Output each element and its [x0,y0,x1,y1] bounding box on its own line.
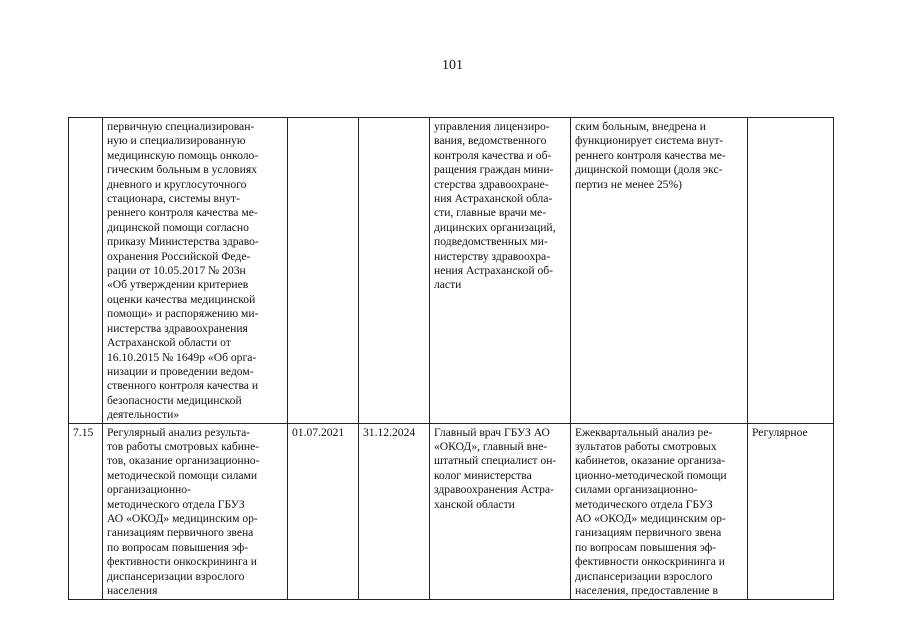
table-row [69,423,834,599]
cell-end-date [359,118,430,424]
cell-responsible: управления лицензиро- вания, ведомственного контроля качества и об- ращения граждан мини- стерства здравоохране- ния Астраханской обла- сти, главные врачи ме- дицинских организаций, подведомственных ми- нистерству здравоохра- нения Астраханской об- ласти [430,118,571,424]
table-row [69,118,834,424]
cell-end-date: 31.12.2024 [359,423,430,599]
cell-frequency: Регулярное [748,423,834,599]
cell-description: первичную специализирован- ную и специализированную медицинскую помощь онколо- гическим больным в условиях дневного и круглосуточного стационара, системы внут- реннего контроля качества ме- дицинской помощи согласно приказу Министерства здраво- охранения Российской Феде- рации от 10.05.2017 № 203н «Об утверждении критериев оценки качества медицинской помощи» и распоряжению ми- нистерства здравоохранения Астраханской области от 16.10.2015 № 1649р «Об орга- низации и проведении ведом- ственного контроля качества и безопасности медицинской деятельности» [103,118,288,424]
page-number: 101 [442,58,463,73]
cell-result: Ежеквартальный анализ ре- зультатов работы смотровых кабинетов, оказание организа- ционно-методической помощи силами организационно- методического отдела ГБУЗ АО «ОКОД» медицинским ор- ганизациям первичного звена по вопросам повышения эф- фективности онкоскрининга и диспансеризации взрослого населения, предоставление в [571,423,748,599]
cell-responsible: Главный врач ГБУЗ АО «ОКОД», главный вне- штатный специалист он- колог министерства здравоохранения Астра- ханской области [430,423,571,599]
cell-frequency [748,118,834,424]
plan-table [68,117,834,600]
cell-start-date [288,118,359,424]
cell-result: ским больным, внедрена и функционирует система внут- реннего контроля качества ме- дицинской помощи (доля экс- пертиз не менее 25%) [571,118,748,424]
cell-description: Регулярный анализ результа- тов работы смотровых кабине- тов, оказание организационно- методической помощи силами организационно- методического отдела ГБУЗ АО «ОКОД» медицинским ор- ганизациям первичного звена по вопросам повышения эф- фективности онкоскрининга и диспансеризации взрослого населения [103,423,288,599]
cell-id [69,118,103,424]
cell-id: 7.15 [69,423,103,599]
cell-start-date: 01.07.2021 [288,423,359,599]
